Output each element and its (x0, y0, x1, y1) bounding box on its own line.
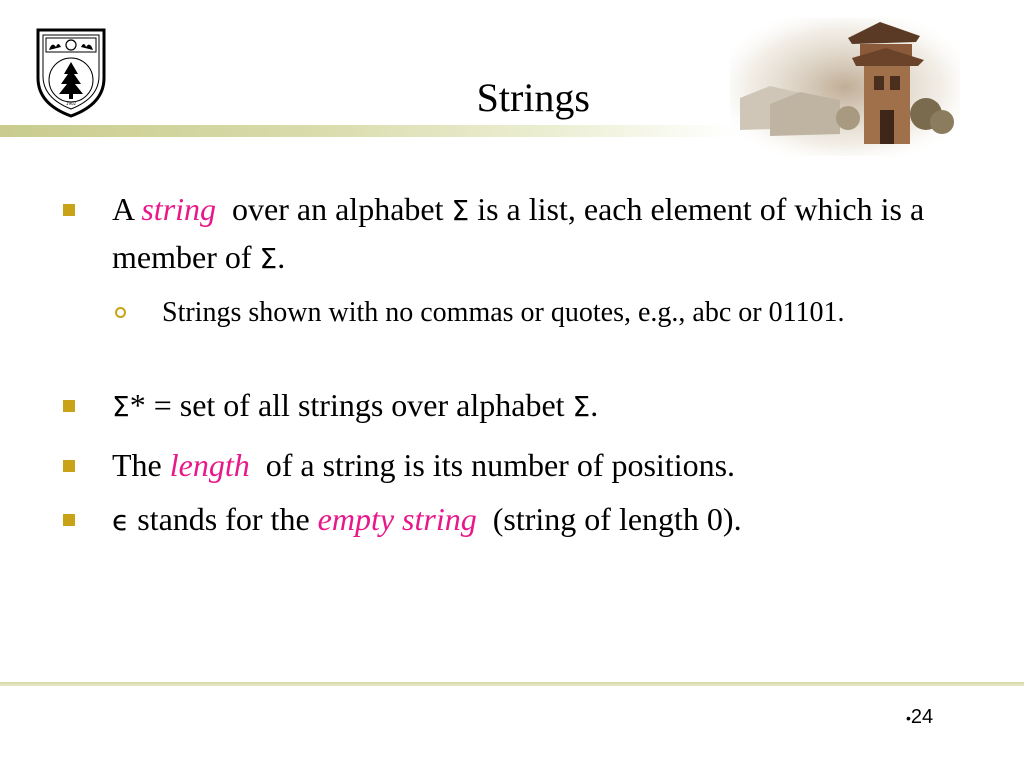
text-run: of a string is its number of positions. (257, 447, 736, 483)
text-run: is a list, each element of which is a member of (112, 191, 925, 275)
sigma-symbol: Σ (451, 194, 470, 227)
slide-title: Strings (476, 75, 590, 120)
page-prefix-dot: • (906, 710, 911, 726)
sub-bullet-text: Strings shown with no commas or quotes, e.g., abc or 01101. (162, 297, 845, 328)
bullet-text-2 (112, 382, 932, 430)
text-run: The (112, 447, 170, 483)
term-empty-string: empty string (317, 501, 477, 537)
tower-photo (730, 18, 960, 156)
text-run: A (112, 191, 142, 227)
bullet-text-3 (112, 442, 932, 488)
page-number-value: 24 (910, 706, 934, 728)
page-number (906, 706, 933, 729)
square-bullet-icon (63, 460, 75, 472)
text-run: over an alphabet (224, 191, 452, 227)
footer-rule (0, 682, 1024, 686)
sigma-symbol: Σ (259, 242, 278, 275)
text-run: * = set of all strings over alphabet (129, 387, 573, 423)
bullet-text-4 (112, 496, 932, 544)
text-run: stands for the (129, 501, 318, 537)
circle-bullet-icon (115, 307, 126, 318)
epsilon-symbol: ϵ (112, 504, 130, 537)
square-bullet-icon (63, 514, 75, 526)
bullet-text-1 (112, 186, 932, 282)
text-run: (string of length 0). (484, 501, 742, 537)
square-bullet-icon (63, 204, 75, 216)
svg-text:1902: 1902 (65, 101, 77, 106)
square-bullet-icon (63, 400, 75, 412)
term-string: string (141, 191, 217, 227)
sigma-symbol: Σ (112, 390, 130, 423)
text-run: . (590, 387, 599, 423)
header-rule (0, 125, 735, 137)
text-run: . (277, 239, 286, 275)
sigma-symbol: Σ (572, 390, 591, 423)
term-length: length (169, 447, 250, 483)
